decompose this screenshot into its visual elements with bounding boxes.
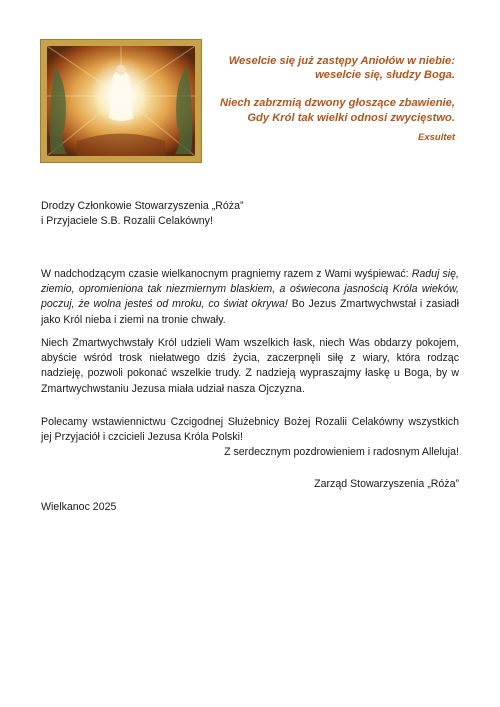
salutation-line-1: Drodzy Członkowie Stowarzyszenia „Róża” [41,200,244,212]
closing-greeting: Z serdecznym pozdrowieniem i radosnym Alleluja! [224,446,459,459]
exsultet-verse [175,54,455,145]
paragraph-2-text: Niech Zmartwychwstały Król udzieli Wam wszelkich łask, niech Was obdarzy pokojem, abyście wśród trosk niełatwego dziś życia, zaczerpnęli siłę z wiary, która rodząc nadzieję, pozwoli pokonać wszelkie trudy. Z nadzieją wypraszajmy łaskę u Boga, by w Zmartwychwstaniu Jezusa miała udział nasza Ojczyzna. [41,337,459,395]
paragraph-1-rest: Bo Jezus Zmartwychwstał i zasiadł jako Król nieba i ziemi na tronie chwały. [41,298,460,326]
salutation [41,199,459,229]
verse-line-4: Gdy Król tak wielki odnosi zwycięstwo. [247,111,455,124]
signature: Zarząd Stowarzyszenia „Róża” [314,478,459,490]
letter-date: Wielkanoc 2025 [41,501,117,513]
verse-line-3: Niech zabrzmią dzwony głoszące zbawienie, [219,97,455,110]
paragraph-3 [41,415,459,461]
paragraph-2 [41,336,459,397]
paragraph-3-text: Polecamy wstawiennictwu Czcigodnej Służebnicy Bożej Rozalii Celakówny wszystkich jej Przyjaciół i czcicieli Jezusa Króla Polski! [41,416,459,444]
verse-line-2: weselcie się, słudzy Boga. [315,69,455,82]
salutation-line-2: i Przyjaciele S.B. Rozalii Celakówny! [41,215,213,228]
verse-source: Exsultet [418,131,455,143]
paragraph-1 [41,267,459,328]
painting-image [47,46,195,156]
verse-line-1: Weselcie się już zastępy Aniołów w niebie: [228,55,455,67]
paragraph-1-quote: Raduj się, ziemio, opromieniona tak niezmiernym blaskiem, a oświecona jasnością Króla wieków, poczuj, że wolna jesteś od mroku, co świat okrywa! [41,268,459,311]
paragraph-1-intro: W nadchodzącym czasie wielkanocnym pragniemy razem z Wami wyśpiewać: [41,268,412,280]
